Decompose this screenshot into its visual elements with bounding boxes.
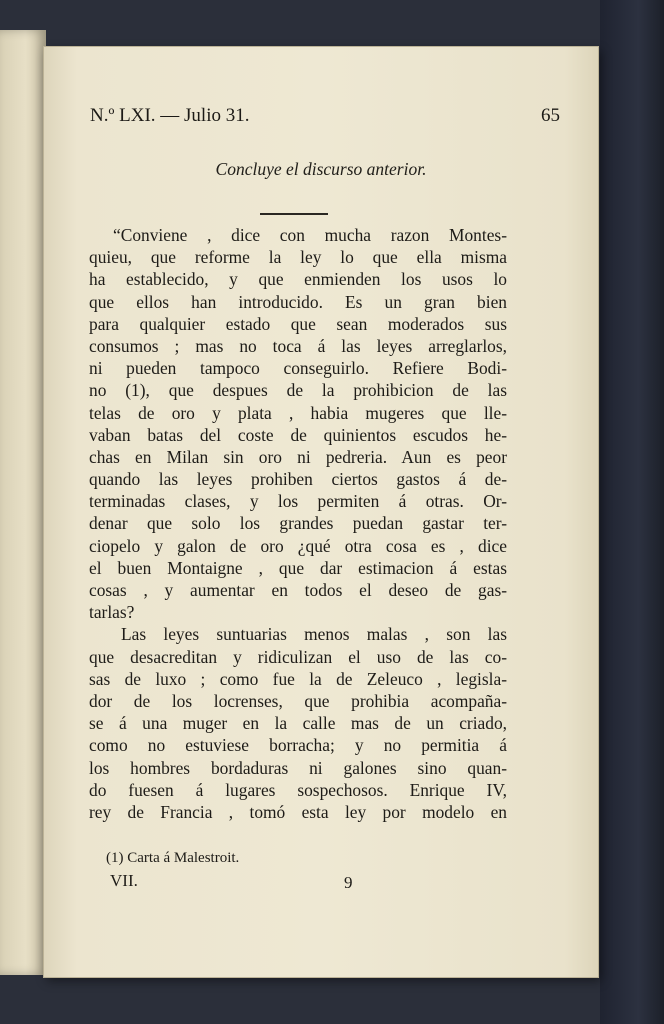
text-line: Las leyes suntuarias menos malas , son las xyxy=(121,624,507,645)
text-line: que ellos han introducido. Es un gran bien xyxy=(89,291,507,312)
paragraph xyxy=(89,224,507,623)
text-line: para qualquier estado que sean moderados sus xyxy=(89,313,507,334)
text-line: cosas , y aumentar en todos el deseo de gas- xyxy=(89,580,507,600)
text-line: ciopelo y galon de oro ¿qué otra cosa es , dice xyxy=(89,535,507,556)
volume-signature: VII. xyxy=(110,871,138,890)
text-line: ni pueden tampoco conseguirlo. Refiere Bodi- xyxy=(89,358,507,379)
page-number: 65 xyxy=(541,105,560,126)
text-line: no (1), que despues de la prohibicion de las xyxy=(89,380,507,401)
text-line: quieu, que reforme la ley lo que ella misma xyxy=(89,247,507,268)
text-line: denar que solo los grandes puedan gastar ter- xyxy=(89,513,507,534)
text-line: “Conviene , dice con mucha razon Montes- xyxy=(113,225,507,245)
body-text xyxy=(89,224,507,823)
gathering-signature: 9 xyxy=(344,873,353,892)
text-line: chas en Milan sin oro ni pedreria. Aun es peor xyxy=(89,446,507,467)
issue-date: N.º LXI. — Julio 31. xyxy=(90,105,250,126)
text-line: se á una muger en la calle mas de un criado, xyxy=(89,713,507,734)
text-line: terminadas clases, y los permiten á otras. Or- xyxy=(89,491,507,512)
book-page xyxy=(44,47,598,977)
running-header xyxy=(90,105,560,133)
text-line: do fuesen á lugares sospechosos. Enrique IV, xyxy=(89,779,507,800)
text-line: tarlas? xyxy=(89,602,135,623)
text-line: consumos ; mas no toca á las leyes arreglarlos, xyxy=(89,335,507,356)
text-line: ha establecido, y que enmienden los usos lo xyxy=(89,269,507,290)
backdrop xyxy=(600,0,664,1024)
section-title: Concluye el discurso anterior. xyxy=(215,159,427,179)
facing-page-edge xyxy=(0,30,46,975)
title-rule xyxy=(260,213,328,215)
text-line: como no estuviese borracha; y no permitia á xyxy=(89,735,507,756)
paragraph xyxy=(89,623,507,823)
text-line: quando las leyes prohiben ciertos gastos á de- xyxy=(89,469,507,490)
text-line: el buen Montaigne , que dar estimacion á estas xyxy=(89,557,507,578)
text-line: los hombres bordaduras ni galones sino quan- xyxy=(89,757,507,778)
footnote: (1) Carta á Malestroit. xyxy=(106,850,240,866)
text-line: rey de Francia , tomó esta ley por modelo en xyxy=(89,801,507,822)
text-line: dor de los locrenses, que prohibia acompaña- xyxy=(89,690,507,711)
text-line: que desacreditan y ridiculizan el uso de las co- xyxy=(89,646,507,667)
text-line: sas de luxo ; como fue la de Zeleuco , legisla- xyxy=(89,668,507,689)
text-line: vaban batas del coste de quinientos escudos he- xyxy=(89,424,507,445)
text-line: telas de oro y plata , habia mugeres que lle- xyxy=(89,402,507,423)
